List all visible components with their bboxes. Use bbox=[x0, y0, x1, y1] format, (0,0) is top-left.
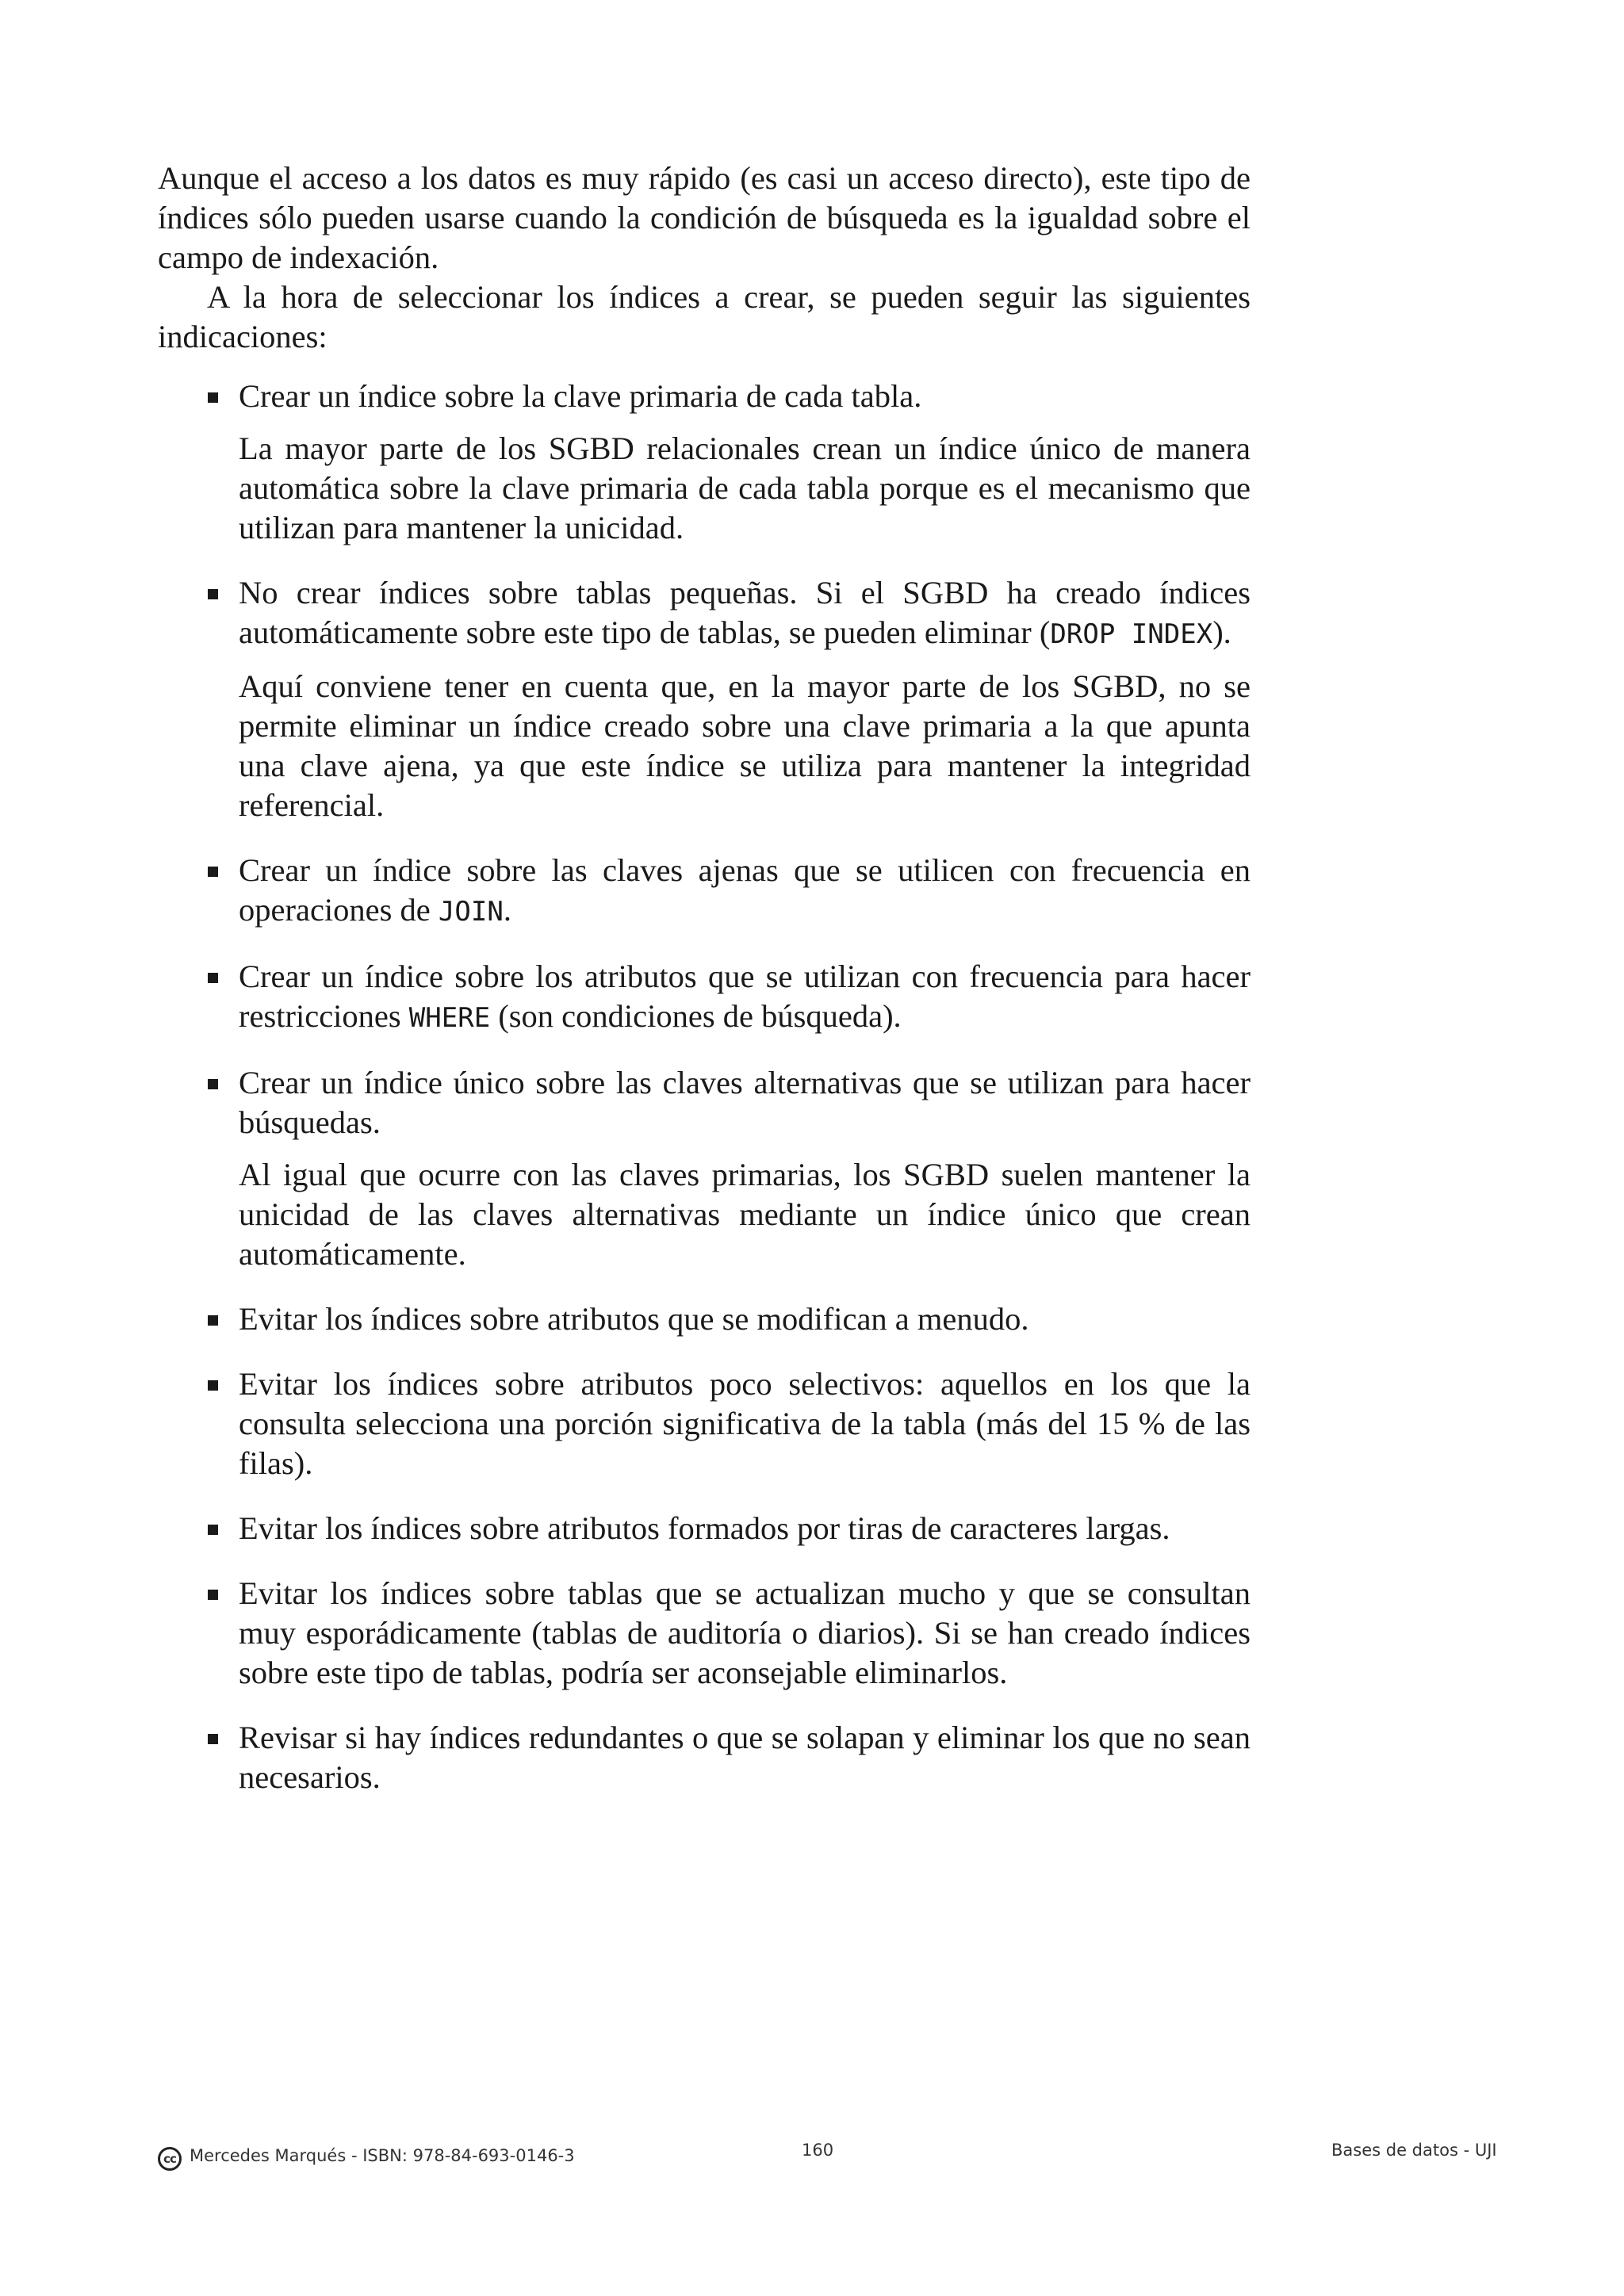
square-bullet-icon bbox=[208, 1079, 218, 1089]
list-item-note: Al igual que ocurre con las claves primarias, los SGBD suelen mantener la unicidad de las claves alternativas mediante un índice único que crean automáticamente. bbox=[239, 1157, 1251, 1272]
list-item-text: Evitar los índices sobre atributos que se modifican a menudo. bbox=[239, 1301, 1029, 1337]
list-item bbox=[158, 1364, 1251, 1483]
square-bullet-icon bbox=[208, 1315, 218, 1326]
list-item-text: Crear un índice sobre los atributos que se utilizan con frecuencia para hacer restricciones WHERE (son condiciones de búsqueda). bbox=[239, 959, 1251, 1034]
list-item-text: No crear índices sobre tablas pequeñas. Si el SGBD ha creado índices automáticamente sobre este tipo de tablas, se pueden eliminar (DROP INDEX). bbox=[239, 575, 1251, 650]
footer-book-title: Bases de datos - UJI bbox=[1331, 2141, 1497, 2160]
list-item-text: Evitar los índices sobre atributos poco selectivos: aquellos en los que la consulta selecciona una porción significativa de la tabla (más del 15 % de las filas). bbox=[239, 1366, 1251, 1481]
square-bullet-icon bbox=[208, 589, 218, 599]
square-bullet-icon bbox=[208, 1380, 218, 1391]
list-item bbox=[158, 957, 1251, 1038]
list-item-text: Crear un índice único sobre las claves alternativas que se utilizan para hacer búsquedas. bbox=[239, 1065, 1251, 1140]
list-item bbox=[158, 377, 1251, 548]
intro-paragraph-2: A la hora de seleccionar los índices a crear, se pueden seguir las siguientes indicaciones: bbox=[158, 279, 1251, 354]
list-item-note: Aquí conviene tener en cuenta que, en la mayor parte de los SGBD, no se permite eliminar un índice creado sobre una clave primaria a la que apunta una clave ajena, ya que este índice se utiliza para mantener la integridad referencial. bbox=[239, 668, 1251, 823]
page-body bbox=[158, 159, 1251, 1823]
code-where: WHERE bbox=[408, 1002, 491, 1034]
list-item-text: Crear un índice sobre la clave primaria de cada tabla. bbox=[239, 378, 922, 414]
square-bullet-icon bbox=[208, 1734, 218, 1744]
list-item bbox=[158, 1718, 1251, 1797]
footer-author: Mercedes Marqués - ISBN: 978-84-693-0146-3 bbox=[190, 2146, 575, 2165]
footer-credit bbox=[158, 2141, 575, 2171]
list-item bbox=[158, 1299, 1251, 1339]
square-bullet-icon bbox=[208, 392, 218, 403]
square-bullet-icon bbox=[208, 1590, 218, 1600]
list-item bbox=[158, 573, 1251, 825]
creative-commons-icon: cc bbox=[158, 2147, 182, 2171]
list-item-text: Revisar si hay índices redundantes o que se solapan y eliminar los que no sean necesarios. bbox=[239, 1720, 1251, 1795]
page-footer bbox=[158, 2141, 1506, 2172]
list-item-text: Evitar los índices sobre tablas que se actualizan mucho y que se consultan muy esporádicamente (tablas de auditoría o diarios). Si se han creado índices sobre este tipo de tablas, podría ser aconsejable eliminarlos. bbox=[239, 1575, 1251, 1690]
code-drop-index: DROP INDEX bbox=[1050, 618, 1213, 650]
code-join: JOIN bbox=[438, 896, 504, 928]
list-item-note: La mayor parte de los SGBD relacionales crean un índice único de manera automática sobre la clave primaria de cada tabla porque es el mecanismo que utilizan para mantener la unicidad. bbox=[239, 430, 1251, 545]
square-bullet-icon bbox=[208, 867, 218, 877]
square-bullet-icon bbox=[208, 973, 218, 983]
intro-paragraph: Aunque el acceso a los datos es muy rápido (es casi un acceso directo), este tipo de índices sólo pueden usarse cuando la condición de búsqueda es la igualdad sobre el campo de indexación. bbox=[158, 160, 1251, 275]
list-item bbox=[158, 851, 1251, 932]
list-item-text: Crear un índice sobre las claves ajenas que se utilicen con frecuencia en operaciones de JOIN. bbox=[239, 852, 1251, 928]
page-number: 160 bbox=[802, 2141, 834, 2160]
list-item bbox=[158, 1574, 1251, 1693]
list-item bbox=[158, 1509, 1251, 1548]
square-bullet-icon bbox=[208, 1525, 218, 1535]
recommendations-list bbox=[158, 377, 1251, 1797]
list-item-text: Evitar los índices sobre atributos formados por tiras de caracteres largas. bbox=[239, 1510, 1170, 1546]
list-item bbox=[158, 1063, 1251, 1274]
